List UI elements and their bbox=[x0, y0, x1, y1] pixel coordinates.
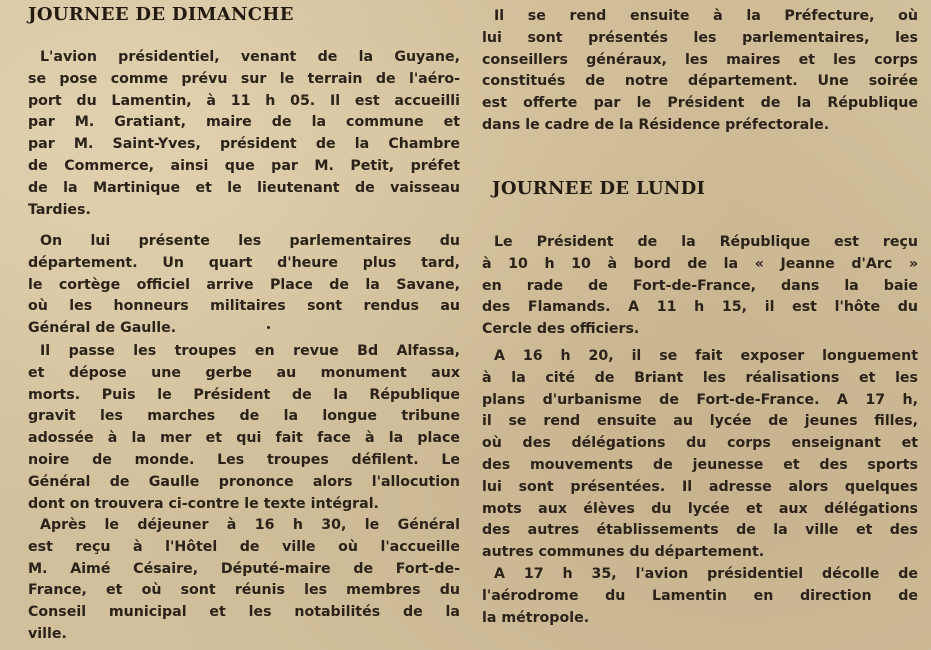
text-line: M. Aimé Césaire, Député-maire de Fort-de- bbox=[28, 560, 460, 577]
text-line: le cortège officiel arrive Place de la Savane, bbox=[28, 276, 460, 293]
text-line: plans d'urbanisme de Fort-de-France. A 17 h, bbox=[482, 391, 918, 408]
text-line: est reçu à l'Hôtel de ville où l'accueille bbox=[28, 538, 460, 555]
paragraph-sunday-2 bbox=[28, 231, 460, 340]
text-line: noire de monde. Les troupes défilent. Le bbox=[28, 451, 460, 468]
text-line: de Commerce, ainsi que par M. Petit, préfet bbox=[28, 157, 460, 174]
text-line: morts. Puis le Président de la République bbox=[28, 386, 460, 403]
text-line: ville. bbox=[28, 625, 67, 642]
text-line: par M. Gratiant, maire de la commune et bbox=[28, 114, 460, 131]
text-line: des autres établissements de la ville et des bbox=[482, 522, 918, 539]
text-line: où des délégations du corps enseignant et bbox=[482, 435, 918, 452]
text-line: France, et où sont réunis les membres du bbox=[28, 582, 460, 599]
text-line: gravit les marches de la longue tribune bbox=[28, 408, 460, 425]
text-line: lui sont présentées. Il adresse alors quelques bbox=[482, 478, 918, 495]
text-line: Général de Gaulle prononce alors l'allocution bbox=[28, 473, 460, 490]
text-line: mots aux élèves du lycée et aux délégations bbox=[482, 500, 918, 517]
paragraph-prefecture bbox=[482, 6, 918, 137]
text-line: A 16 h 20, il se fait exposer longuement bbox=[494, 348, 918, 364]
text-line: Général de Gaulle. bbox=[28, 320, 177, 337]
text-line: à la cité de Briant les réalisations et les bbox=[482, 369, 918, 386]
text-line: il se rend ensuite au lycée de jeunes filles, bbox=[482, 413, 918, 430]
paragraph-sunday-1 bbox=[28, 47, 460, 221]
text-line: Il se rend ensuite à la Préfecture, où bbox=[494, 8, 918, 24]
text-line: Cercle des officiers. bbox=[482, 321, 640, 338]
text-line: des mouvements de jeunesse et des sports bbox=[482, 456, 918, 473]
text-line: à 10 h 10 à bord de la « Jeanne d'Arc » bbox=[482, 255, 918, 272]
text-line: de la Martinique et le lieutenant de vaisseau bbox=[28, 179, 460, 196]
text-line: L'avion présidentiel, venant de la Guyane, bbox=[40, 49, 460, 65]
text-line: constitués de notre département. Une soirée bbox=[482, 73, 918, 90]
text-line: est offerte par le Président de la République bbox=[482, 95, 918, 112]
paragraph-sunday-3 bbox=[28, 341, 460, 515]
paragraph-monday-2 bbox=[482, 346, 918, 564]
text-line: dont on trouvera ci-contre le texte intégral. bbox=[28, 495, 379, 512]
paragraph-monday-1 bbox=[482, 232, 918, 341]
text-line: autres communes du département. bbox=[482, 544, 765, 561]
text-line: Le Président de la République est reçu bbox=[494, 234, 918, 250]
text-line: département. Un quart d'heure plus tard, bbox=[28, 254, 460, 271]
text-line: lui sont présentés les parlementaires, les bbox=[482, 29, 918, 46]
paragraph-sunday-4 bbox=[28, 515, 460, 646]
text-line: dans le cadre de la Résidence préfectorale. bbox=[482, 116, 830, 133]
text-line: Après le déjeuner à 16 h 30, le Général bbox=[40, 517, 460, 533]
text-line: A 17 h 35, l'avion présidentiel décolle de bbox=[494, 566, 918, 582]
text-line: par M. Saint-Yves, président de la Chambre bbox=[28, 136, 460, 153]
text-line: en rade de Fort-de-France, dans la baie bbox=[482, 277, 918, 294]
paragraph-monday-3 bbox=[482, 564, 918, 629]
text-line: la métropole. bbox=[482, 609, 590, 626]
text-line: Il passe les troupes en revue Bd Alfassa, bbox=[40, 343, 460, 359]
print-speck bbox=[267, 326, 270, 329]
heading-sunday: JOURNEE DE DIMANCHE bbox=[28, 4, 294, 25]
text-line: port du Lamentin, à 11 h 05. Il est accueilli bbox=[28, 92, 460, 109]
text-line: adossée à la mer et qui fait face à la place bbox=[28, 430, 460, 447]
text-line: l'aérodrome du Lamentin en direction de bbox=[482, 587, 918, 604]
text-line: des Flamands. A 11 h 15, il est l'hôte du bbox=[482, 299, 918, 316]
text-line: où les honneurs militaires sont rendus au bbox=[28, 298, 460, 315]
text-line: On lui présente les parlementaires du bbox=[40, 233, 460, 249]
text-line: Tardies. bbox=[28, 201, 91, 218]
heading-monday: JOURNEE DE LUNDI bbox=[492, 178, 706, 199]
text-line: se pose comme prévu sur le terrain de l'aéro- bbox=[28, 70, 460, 87]
text-line: et dépose une gerbe au monument aux bbox=[28, 364, 460, 381]
text-line: Conseil municipal et les notabilités de la bbox=[28, 604, 460, 621]
text-line: conseillers généraux, les maires et les corps bbox=[482, 51, 918, 68]
